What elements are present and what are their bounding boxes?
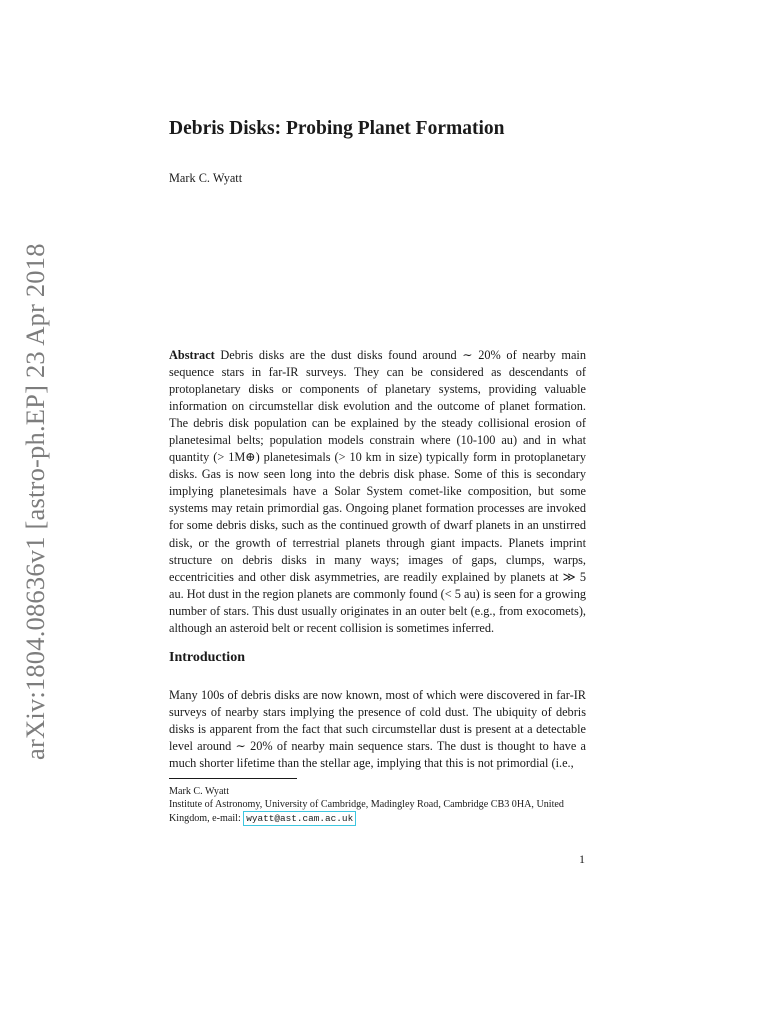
- footnote-affiliation: [169, 798, 589, 825]
- footnote-affiliation-text: Institute of Astronomy, University of Cambridge, Madingley Road, Cambridge CB3 0HA, United Kingdom, e-mail:: [169, 799, 564, 824]
- footnote: [169, 785, 589, 825]
- paper-title: Debris Disks: Probing Planet Formation: [169, 118, 505, 139]
- author-name: Mark C. Wyatt: [169, 171, 243, 185]
- introduction-paragraph: Many 100s of debris disks are now known, most of which were discovered in far-IR surveys of nearby stars implying the presence of cold dust. The ubiquity of debris disks is apparent from the fact that such circumstellar dust is present at a detectable level around ∼ 20% of nearby main sequence stars. The dust is thought to have a much shorter lifetime than the stellar age, implying that this is not primordial (i.e.,: [169, 688, 586, 770]
- email-link[interactable]: wyatt@ast.cam.ac.uk: [243, 811, 356, 826]
- footnote-author: Mark C. Wyatt: [169, 786, 230, 797]
- abstract: [169, 347, 586, 637]
- abstract-label: Abstract: [169, 348, 215, 362]
- section-heading-introduction: Introduction: [169, 650, 245, 665]
- footnote-rule: [169, 778, 297, 779]
- arxiv-sidebar-stamp: arXiv:1804.08636v1 [astro-ph.EP] 23 Apr 2018: [20, 243, 50, 760]
- abstract-text: Debris disks are the dust disks found around ∼ 20% of nearby main sequence stars in far-IR surveys. They can be considered as descendants of protoplanetary disks or components of planetary systems, providing valuable information on circumstellar disk evolution and the outcome of planet formation. The debris disk population can be explained by the steady collisional erosion of planetesimal belts; population models constrain where (10-100 au) and in what quantity (> 1M⊕) planetesimals (> 10 km in size) typically form in protoplanetary disks. Gas is now seen long into the debris disk phase. Some of this is secondary implying planetesimals have a Solar System comet-like composition, but some systems may retain primordial gas. Ongoing planet formation processes are invoked for some debris disks, such as the continued growth of dwarf planets in an unstirred disk, or the growth of terrestrial planets through giant impacts. Planets imprint structure on debris disks in many ways; images of gaps, clumps, warps, eccentricities and other disk asymmetries, are readily explained by planets at ≫ 5 au. Hot dust in the region planets are commonly found (< 5 au) is seen for a growing number of stars. This dust usually originates in an outer belt (e.g., from exocomets), although an asteroid belt or recent collision is sometimes inferred.: [169, 348, 587, 635]
- page-number: 1: [579, 852, 585, 866]
